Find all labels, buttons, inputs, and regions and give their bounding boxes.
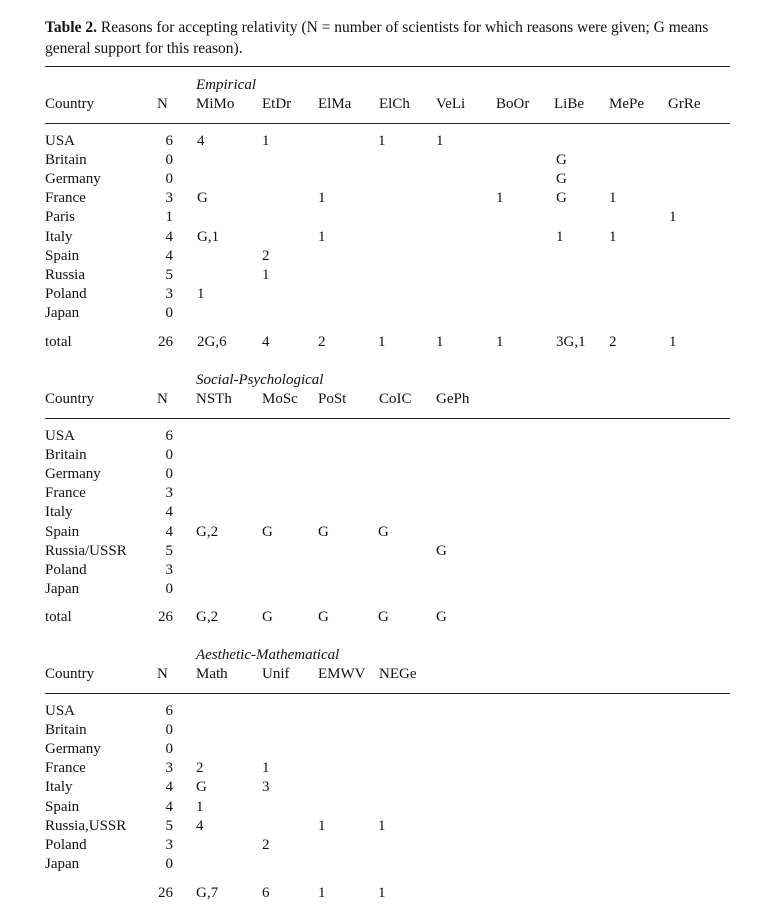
reason-cell: 1: [318, 818, 326, 834]
total-label: total: [45, 609, 72, 625]
reason-cell: 2: [196, 760, 204, 776]
reason-cell: 3: [262, 779, 270, 795]
scientist-count: 3: [165, 190, 173, 206]
total-cell: 1: [669, 334, 677, 350]
total-count: 26: [158, 334, 173, 350]
reason-column-header: GrRe: [668, 96, 701, 112]
reason-cell: G: [556, 152, 567, 168]
country-name: Germany: [45, 741, 101, 757]
country-name: Spain: [45, 799, 80, 815]
country-name: Italy: [45, 504, 73, 520]
reason-column-header: GePh: [436, 391, 470, 407]
reason-column-header: Unif: [262, 666, 290, 682]
total-cell: 3G,1: [556, 334, 586, 350]
reason-cell: G: [436, 543, 447, 559]
scientist-count: 5: [165, 818, 173, 834]
reason-cell: G: [556, 190, 567, 206]
reason-cell: 1: [262, 133, 270, 149]
country-name: USA: [45, 428, 76, 444]
scientist-count: 0: [165, 466, 173, 482]
reason-column-header: Math: [196, 666, 228, 682]
reason-cell: G: [196, 779, 207, 795]
table-label: Table 2.: [45, 19, 97, 36]
country-name: Japan: [45, 856, 80, 872]
reason-cell: G: [318, 524, 329, 540]
scientist-count: 3: [165, 837, 173, 853]
country-name: Britain: [45, 152, 87, 168]
scientist-count: 3: [165, 760, 173, 776]
total-cell: 2G,6: [197, 334, 227, 350]
country-name: France: [45, 485, 86, 501]
scientist-count: 3: [165, 562, 173, 578]
country-name: Russia/USSR: [45, 543, 127, 559]
reason-cell: G,1: [197, 229, 220, 245]
country-name: Italy: [45, 229, 73, 245]
reason-column-header: PoSt: [318, 391, 347, 407]
n-column-header: N: [157, 391, 168, 407]
reason-cell: 1: [496, 190, 504, 206]
reason-cell: 2: [262, 837, 270, 853]
scientist-count: 6: [165, 428, 173, 444]
scientist-count: 4: [165, 799, 173, 815]
scientist-count: 3: [165, 485, 173, 501]
total-cell: 1: [496, 334, 504, 350]
total-cell: G: [318, 609, 329, 625]
country-name: Britain: [45, 722, 87, 738]
scientist-count: 4: [165, 229, 173, 245]
country-name: Poland: [45, 286, 87, 302]
reason-cell: G: [262, 524, 273, 540]
country-name: Poland: [45, 837, 87, 853]
reason-column-header: EtDr: [262, 96, 292, 112]
table-top-rule: [45, 66, 730, 67]
scientist-count: 5: [165, 543, 173, 559]
total-cell: G,2: [196, 609, 219, 625]
total-cell: 1: [378, 885, 386, 901]
total-cell: 6: [262, 885, 270, 901]
scientist-count: 0: [165, 447, 173, 463]
reason-column-header: NSTh: [196, 391, 232, 407]
reason-cell: G,2: [196, 524, 219, 540]
scientist-count: 5: [165, 267, 173, 283]
reason-cell: 1: [609, 190, 617, 206]
reason-cell: 1: [262, 267, 270, 283]
reason-column-header: EMWV: [318, 666, 366, 682]
scientist-count: 4: [165, 248, 173, 264]
reason-cell: 1: [318, 229, 326, 245]
scientist-count: 3: [165, 286, 173, 302]
scientist-count: 4: [165, 779, 173, 795]
total-cell: 1: [318, 885, 326, 901]
section-header-rule: [45, 693, 730, 694]
country-name: Poland: [45, 562, 87, 578]
total-cell: 1: [378, 334, 386, 350]
scientist-count: 0: [165, 856, 173, 872]
total-count: 26: [158, 885, 173, 901]
reason-cell: 1: [196, 799, 204, 815]
reason-column-header: MePe: [609, 96, 644, 112]
reason-cell: 1: [318, 190, 326, 206]
country-name: Germany: [45, 171, 101, 187]
table-caption-text: Reasons for accepting relativity (N = number of scientists for which reasons were given; G means general support for this reason).: [45, 19, 709, 57]
reason-cell: 1: [378, 133, 386, 149]
country-name: Japan: [45, 305, 80, 321]
country-name: France: [45, 760, 86, 776]
n-column-header: N: [157, 96, 168, 112]
reason-cell: 1: [197, 286, 205, 302]
total-cell: 2: [609, 334, 617, 350]
reason-column-header: NEGe: [379, 666, 417, 682]
reason-cell: 2: [262, 248, 270, 264]
total-cell: 2: [318, 334, 326, 350]
scientist-count: 4: [165, 524, 173, 540]
total-cell: G,7: [196, 885, 219, 901]
scientist-count: 0: [165, 171, 173, 187]
reason-cell: 1: [262, 760, 270, 776]
reason-column-header: VeLi: [436, 96, 466, 112]
reason-column-header: LiBe: [554, 96, 584, 112]
reason-cell: 4: [196, 818, 204, 834]
country-column-header: Country: [45, 96, 95, 112]
n-column-header: N: [157, 666, 168, 682]
country-name: Italy: [45, 779, 73, 795]
scientist-count: 4: [165, 504, 173, 520]
scientist-count: 1: [165, 209, 173, 225]
scientist-count: 0: [165, 722, 173, 738]
country-name: Russia: [45, 267, 86, 283]
scientist-count: 0: [165, 581, 173, 597]
reason-column-header: CoIC: [379, 391, 412, 407]
reason-column-header: ElCh: [379, 96, 410, 112]
total-count: 26: [158, 609, 173, 625]
total-cell: 4: [262, 334, 270, 350]
reason-column-header: MoSc: [262, 391, 298, 407]
reason-cell: G: [556, 171, 567, 187]
section-group-title: Aesthetic-Mathematical: [196, 647, 340, 663]
country-name: Spain: [45, 524, 80, 540]
country-column-header: Country: [45, 666, 95, 682]
reason-column-header: MiMo: [196, 96, 235, 112]
section-group-title: Social-Psychological: [196, 372, 324, 388]
total-cell: G: [378, 609, 389, 625]
country-name: Paris: [45, 209, 75, 225]
reason-cell: G: [197, 190, 208, 206]
scientist-count: 0: [165, 305, 173, 321]
scientist-count: 6: [165, 133, 173, 149]
reason-cell: 1: [669, 209, 677, 225]
total-cell: G: [262, 609, 273, 625]
section-header-rule: [45, 123, 730, 124]
reason-column-header: BoOr: [496, 96, 530, 112]
reason-cell: 1: [378, 818, 386, 834]
country-name: Germany: [45, 466, 101, 482]
country-name: USA: [45, 703, 76, 719]
country-name: Britain: [45, 447, 87, 463]
country-name: USA: [45, 133, 76, 149]
country-name: Russia,USSR: [45, 818, 127, 834]
reason-column-header: ElMa: [318, 96, 352, 112]
scientist-count: 6: [165, 703, 173, 719]
reason-cell: 1: [556, 229, 564, 245]
total-cell: G: [436, 609, 447, 625]
country-name: Spain: [45, 248, 80, 264]
scientist-count: 0: [165, 152, 173, 168]
country-name: France: [45, 190, 86, 206]
country-name: Japan: [45, 581, 80, 597]
reason-cell: 4: [197, 133, 205, 149]
scientist-count: 0: [165, 741, 173, 757]
country-column-header: Country: [45, 391, 95, 407]
table-caption: [45, 17, 740, 59]
section-group-title: Empirical: [196, 77, 256, 93]
total-label: total: [45, 334, 72, 350]
section-header-rule: [45, 418, 730, 419]
total-cell: 1: [436, 334, 444, 350]
reason-cell: G: [378, 524, 389, 540]
reason-cell: 1: [436, 133, 444, 149]
reason-cell: 1: [609, 229, 617, 245]
